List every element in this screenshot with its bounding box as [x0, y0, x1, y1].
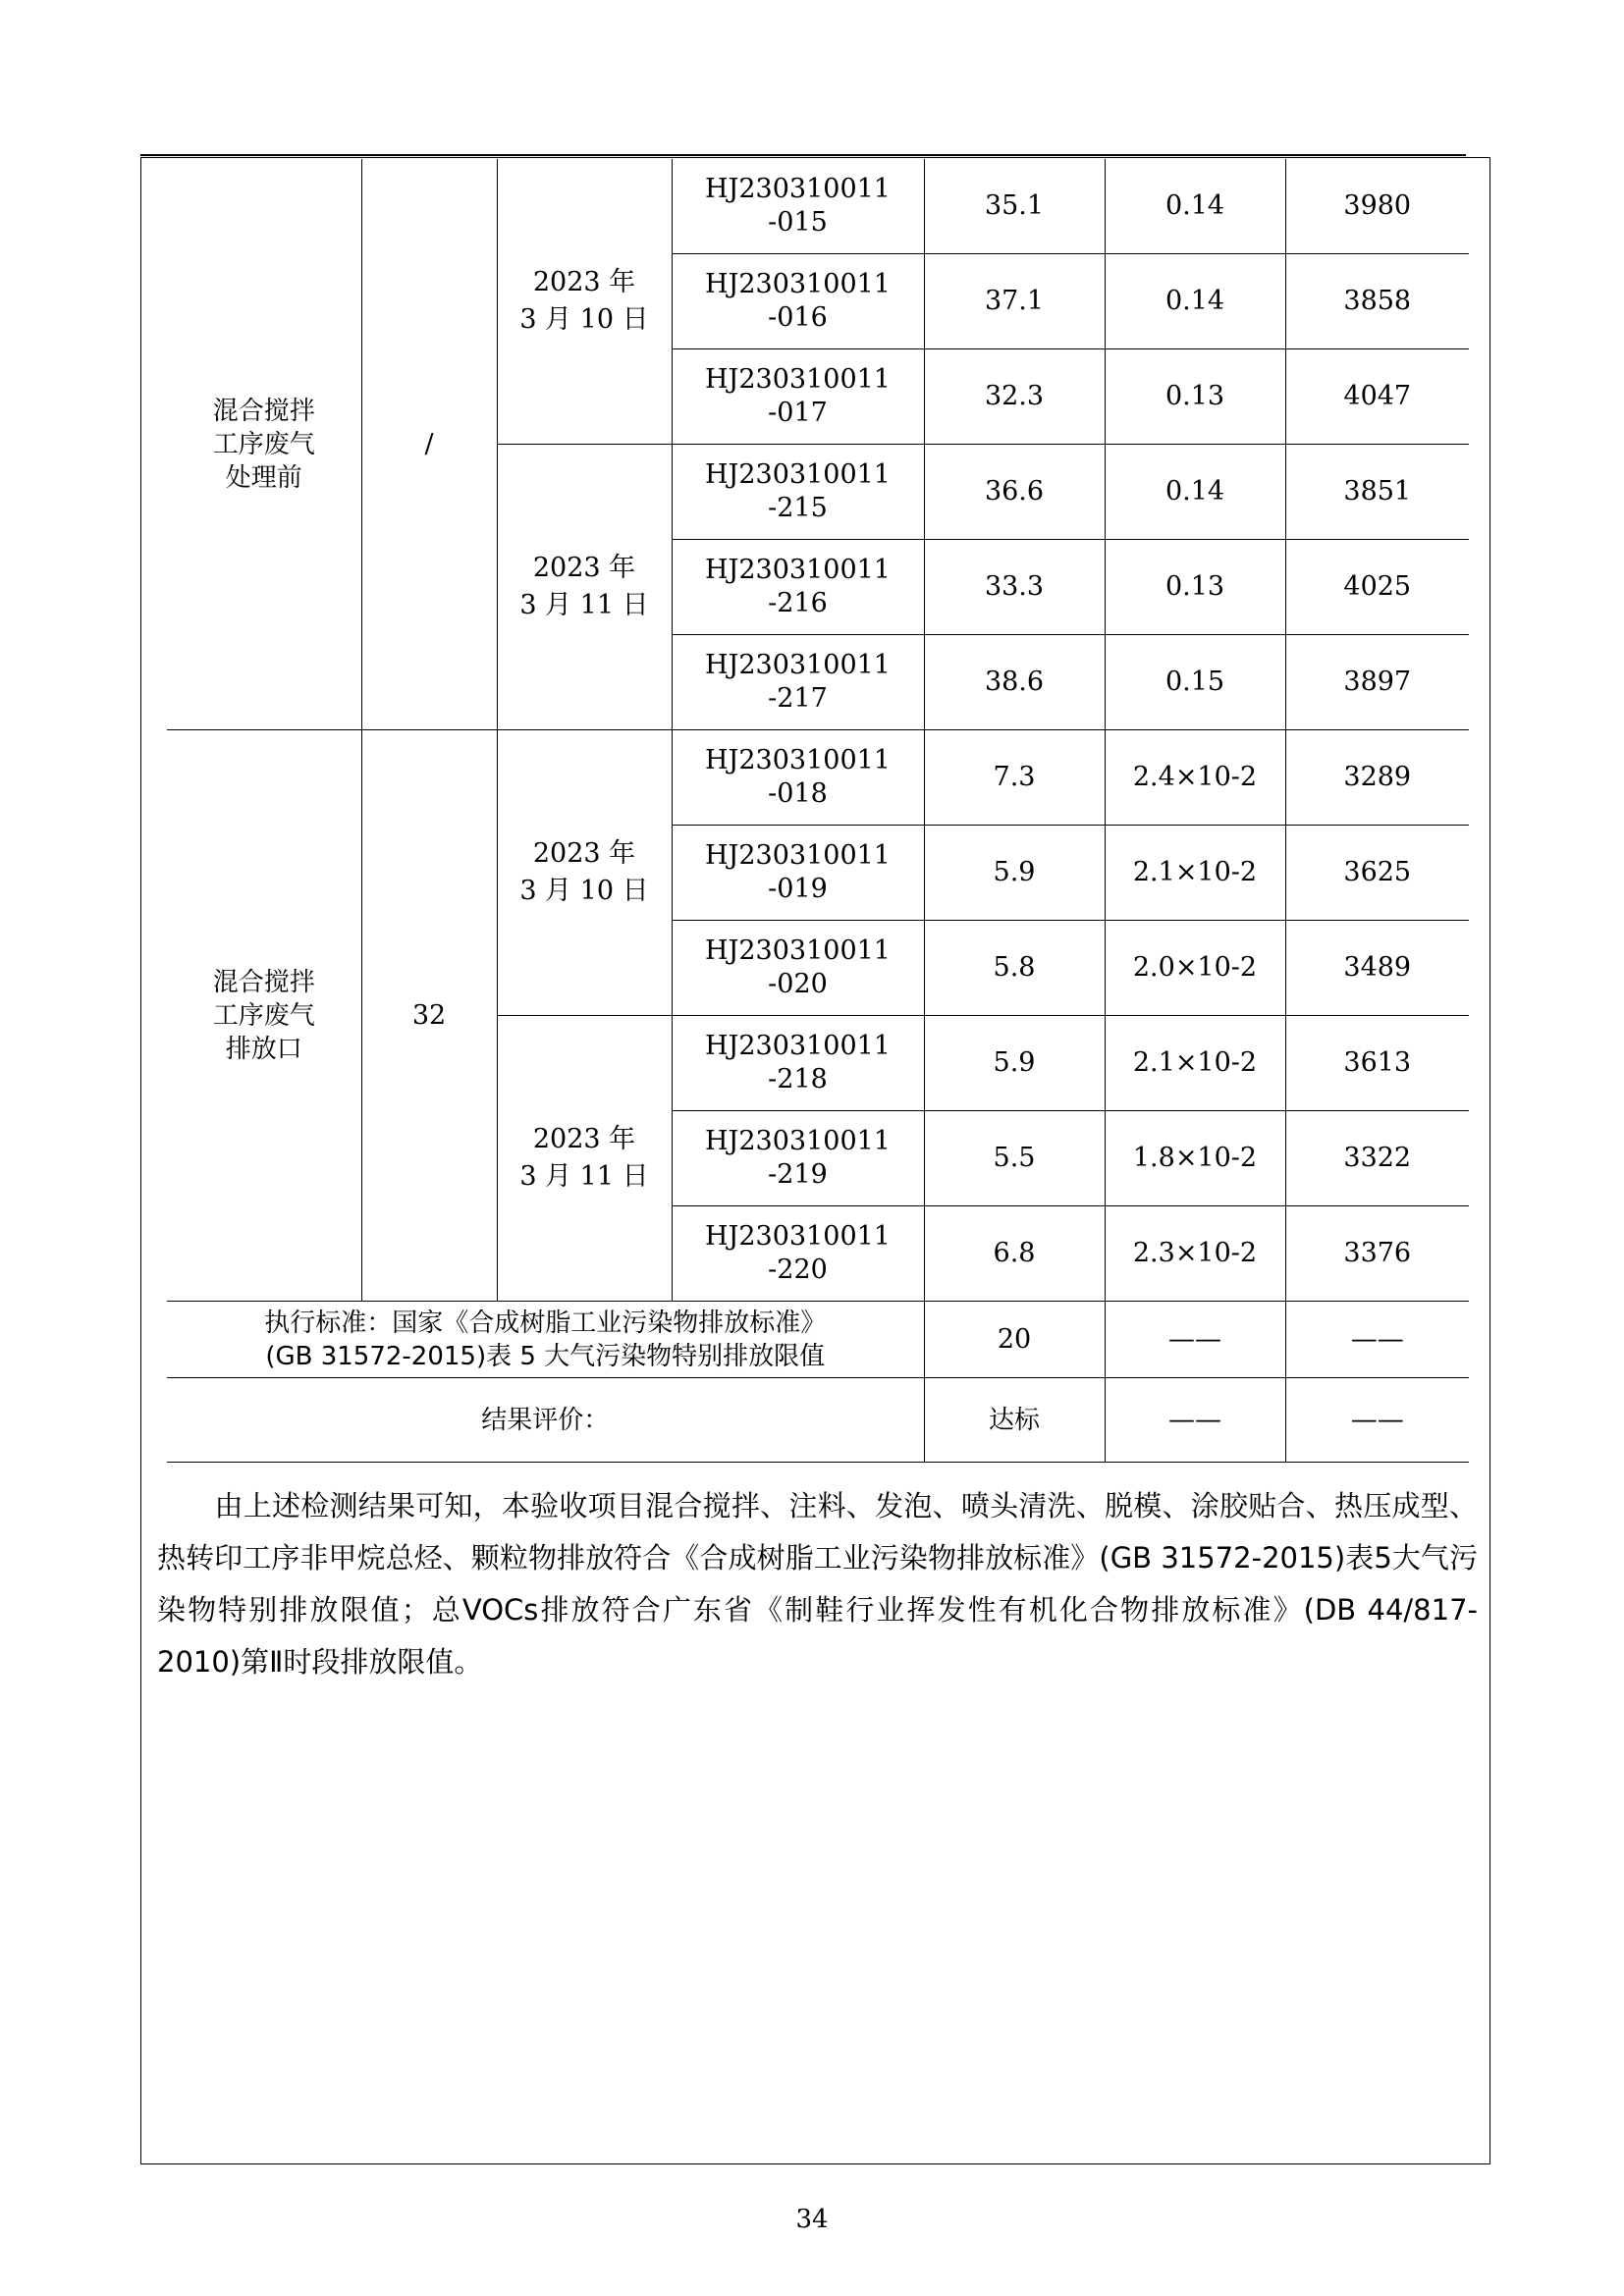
sample-id-cell-line: HJ230310011 [705, 269, 891, 299]
sample-id-cell-line: -018 [768, 778, 828, 809]
emission-rate-cell: 2.0×10-2 [1105, 921, 1285, 1016]
emission-rate-cell: 2.1×10-2 [1105, 1016, 1285, 1111]
concentration-cell: 7.3 [924, 730, 1105, 826]
sample-id-cell-line: -217 [768, 683, 828, 714]
flow-rate-cell: 3613 [1285, 1016, 1469, 1111]
location-cell-line: 工序废气 [212, 1000, 315, 1031]
sampling-date-cell [497, 159, 672, 445]
sample-id-cell-line: HJ230310011 [705, 1031, 891, 1061]
flow-rate-cell: 3489 [1285, 921, 1469, 1016]
sample-id-cell-line: HJ230310011 [705, 745, 891, 775]
location-cell-line: 混合搅拌 [212, 396, 315, 426]
table-row [167, 730, 1469, 826]
sample-id-cell-line: HJ230310011 [705, 174, 891, 204]
standard-label-cell-line: (GB 31572-2015)表 5 大气污染物特别排放限值 [265, 1341, 826, 1371]
sampling-date-cell-line: 3 月 10 日 [519, 876, 649, 906]
emission-rate-cell: 0.13 [1105, 349, 1285, 445]
flow-rate-cell: 4047 [1285, 349, 1469, 445]
flow-rate-cell: 3980 [1285, 159, 1469, 254]
stack-height-cell: / [361, 159, 497, 730]
sample-id-cell-line: HJ230310011 [705, 364, 891, 395]
concentration-cell: 5.9 [924, 1016, 1105, 1111]
concentration-cell: 32.3 [924, 349, 1105, 445]
sample-id-cell-line: -017 [768, 398, 828, 428]
sample-id-cell-line: -220 [768, 1255, 828, 1285]
sampling-date-cell [497, 730, 672, 1016]
concentration-cell: 5.8 [924, 921, 1105, 1016]
sample-id-cell [672, 540, 924, 635]
sample-id-cell [672, 921, 924, 1016]
sample-id-cell [672, 730, 924, 826]
flow-rate-cell: 3897 [1285, 635, 1469, 730]
sample-id-cell-line: -020 [768, 969, 828, 999]
stack-height-cell: 32 [361, 730, 497, 1302]
sampling-date-cell [497, 1016, 672, 1302]
sample-id-cell-line: -218 [768, 1064, 828, 1095]
table-row [167, 159, 1469, 254]
sample-id-cell-line: HJ230310011 [705, 555, 891, 585]
flow-rate-cell: 3858 [1285, 254, 1469, 349]
sample-id-cell-line: HJ230310011 [705, 1221, 891, 1252]
standard-rate-cell: —— [1105, 1302, 1285, 1378]
concentration-cell: 6.8 [924, 1206, 1105, 1302]
sampling-date-cell-line: 3 月 10 日 [519, 304, 649, 335]
sample-id-cell [672, 349, 924, 445]
sample-id-cell [672, 159, 924, 254]
sample-id-cell [672, 1111, 924, 1206]
page-number: 34 [795, 2205, 829, 2234]
emission-rate-cell: 0.14 [1105, 159, 1285, 254]
flow-rate-cell: 3376 [1285, 1206, 1469, 1302]
flow-rate-cell: 3322 [1285, 1111, 1469, 1206]
sample-id-cell-line: HJ230310011 [705, 459, 891, 490]
concentration-cell: 33.3 [924, 540, 1105, 635]
sample-id-cell-line: -015 [768, 207, 828, 238]
conclusion-paragraph: 由上述检测结果可知，本验收项目混合搅拌、注料、发泡、喷头清洗、脱模、涂胶贴合、热压成型、热转印工序非甲烷总烃、颗粒物排放符合《合成树脂工业污染物排放标准》(GB 31572-2015)表5大气污染物特别排放限值；总VOCs排放符合广东省《制鞋行业挥发性有机化合物排放标准》(DB 44/817-2010)第Ⅱ时段排放限值。 [157, 1489, 1478, 1679]
result-flow-cell: —— [1285, 1378, 1469, 1463]
emission-rate-cell: 0.15 [1105, 635, 1285, 730]
emission-rate-cell: 2.4×10-2 [1105, 730, 1285, 826]
concentration-cell: 37.1 [924, 254, 1105, 349]
monitoring-table [167, 159, 1469, 1463]
flow-rate-cell: 3289 [1285, 730, 1469, 826]
emission-rate-cell: 0.14 [1105, 445, 1285, 540]
sampling-date-cell-line: 2023 年 [532, 1124, 636, 1154]
flow-rate-cell: 4025 [1285, 540, 1469, 635]
location-cell [167, 730, 361, 1302]
sample-id-cell-line: -215 [768, 493, 828, 523]
standard-label-cell-line: 执行标准：国家《合成树脂工业污染物排放标准》 [264, 1308, 827, 1338]
location-cell-line: 处理前 [225, 462, 302, 493]
sample-id-cell-line: HJ230310011 [705, 650, 891, 680]
sample-id-cell-line: -016 [768, 302, 828, 333]
sampling-date-cell-line: 2023 年 [532, 553, 636, 583]
sampling-date-cell-line: 3 月 11 日 [519, 590, 649, 620]
top-rule [140, 154, 1466, 156]
sampling-date-cell-line: 2023 年 [532, 267, 636, 297]
sample-id-cell [672, 826, 924, 921]
concentration-cell: 35.1 [924, 159, 1105, 254]
sample-id-cell [672, 254, 924, 349]
sampling-date-cell-line: 3 月 11 日 [519, 1161, 649, 1192]
sample-id-cell [672, 1206, 924, 1302]
emission-rate-cell: 2.3×10-2 [1105, 1206, 1285, 1302]
sampling-date-cell [497, 445, 672, 730]
sample-id-cell-line: -219 [768, 1159, 828, 1190]
result-rate-cell: —— [1105, 1378, 1285, 1463]
location-cell-line: 工序废气 [212, 429, 315, 459]
standard-label-cell [167, 1302, 924, 1378]
sample-id-cell [672, 1016, 924, 1111]
flow-rate-cell: 3851 [1285, 445, 1469, 540]
concentration-cell: 36.6 [924, 445, 1105, 540]
sample-id-cell-line: -216 [768, 588, 828, 618]
emission-rate-cell: 2.1×10-2 [1105, 826, 1285, 921]
standard-concentration-cell: 20 [924, 1302, 1105, 1378]
concentration-cell: 5.5 [924, 1111, 1105, 1206]
result-label-cell: 结果评价： [167, 1378, 924, 1463]
emission-rate-cell: 0.14 [1105, 254, 1285, 349]
sample-id-cell [672, 635, 924, 730]
sample-id-cell-line: -019 [768, 874, 828, 904]
sample-id-cell-line: HJ230310011 [705, 1126, 891, 1156]
sample-id-cell-line: HJ230310011 [705, 935, 891, 966]
emission-rate-cell: 1.8×10-2 [1105, 1111, 1285, 1206]
result-concentration-cell: 达标 [924, 1378, 1105, 1463]
concentration-cell: 38.6 [924, 635, 1105, 730]
sample-id-cell [672, 445, 924, 540]
concentration-cell: 5.9 [924, 826, 1105, 921]
result-row [167, 1378, 1469, 1463]
sampling-date-cell-line: 2023 年 [532, 838, 636, 869]
location-cell [167, 159, 361, 730]
standard-flow-cell: —— [1285, 1302, 1469, 1378]
flow-rate-cell: 3625 [1285, 826, 1469, 921]
sample-id-cell-line: HJ230310011 [705, 840, 891, 871]
emission-rate-cell: 0.13 [1105, 540, 1285, 635]
location-cell-line: 排放口 [225, 1034, 302, 1064]
location-cell-line: 混合搅拌 [212, 967, 315, 997]
standard-row [167, 1302, 1469, 1378]
